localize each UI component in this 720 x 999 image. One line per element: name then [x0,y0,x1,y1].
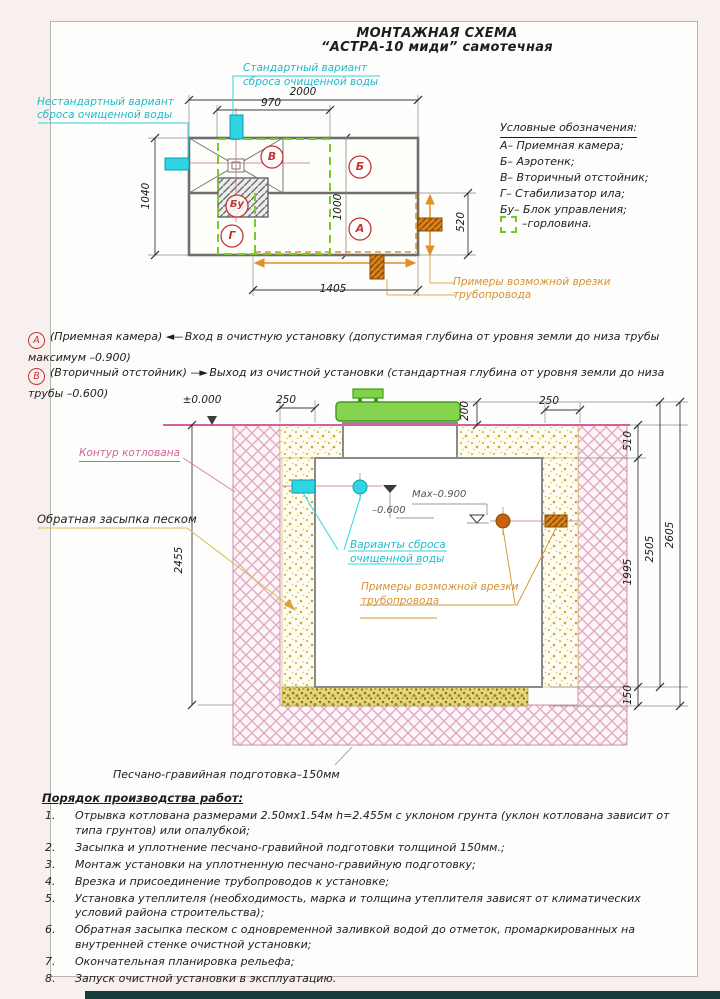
plan-letter-G: Г [228,229,236,242]
label-outlet-variants-2: очищенной воды [350,553,445,565]
label-section-pipe-examples-2: трубопровода [361,595,440,607]
dim-200: 200 [459,400,471,422]
level-std-0600: –0.600 [372,505,406,516]
note-inlet-marker: А [28,332,45,349]
note-inlet-text: Вход в очистную установку (допустимая глубина от уровня земли до низа трубы максимум –0.900) [28,330,660,364]
work-order-item [42,892,690,921]
work-order-list [42,791,690,989]
legend-gorlovina-label: –горловина. [522,217,592,230]
item-number: 6. [45,923,56,936]
dim-1000: 1000 [332,193,344,221]
section-pipe-inlet-circle [496,514,510,528]
level-max-0900: Max–0.900 [412,489,467,500]
dim-250-right: 250 [538,395,560,407]
plan-letter-V: В [267,150,277,163]
dim-250-left: 250 [275,394,297,406]
work-order-item [42,875,690,890]
work-order-item [42,809,690,838]
work-order-item [42,955,690,970]
dim-2605: 2605 [664,521,676,549]
section-pipe-outlet-circle [353,480,367,494]
item-text: Монтаж установки на уплотненную песчано-гравийную подготовку; [75,857,476,871]
label-nonstandard-outlet-1: Нестандартный вариант [37,96,174,108]
label-outlet-variants-1: Варианты сброса [350,539,446,551]
label-section-pipe-examples-1: Примеры возможной врезки [361,581,519,593]
dim-520: 520 [455,211,467,233]
work-order-item [42,858,690,873]
item-number: 4. [45,874,56,888]
legend-item-v: В– Вторичный отстойник; [500,171,649,184]
legend-gorlovina-icon [500,216,517,233]
dim-2505: 2505 [644,535,656,563]
work-order-item [42,923,690,952]
note-inlet [28,328,690,366]
legend-title: Условные обозначения: [500,120,637,138]
section-pipe-outlet-wall [292,480,315,493]
work-order-item [42,841,690,856]
work-order-title: Порядок производства работ: [42,791,244,805]
item-text: Окончательная планировка рельефа; [75,954,295,968]
legend-item-a: А– Приемная камера; [500,139,624,152]
plan-pipe-standard-outlet [230,115,243,139]
section-pipe-inlet-wall [545,515,567,527]
item-text: Установка утеплителя (необходимость, марка и толщина утеплителя зависят от климатических условий района строительства); [75,891,641,919]
label-plan-pipe-examples-1: Примеры возможной врезки [453,276,611,288]
plan-pipe-inlet-bottom [370,255,384,279]
item-text: Запуск очистной установки в эксплуатацию. [75,971,337,985]
plan-letter-B: Б [355,160,365,173]
plan-letter-Bu: Бу [229,199,245,210]
label-plan-pipe-examples-2: трубопровода [453,289,532,301]
label-standard-outlet-1: Стандартный вариант [243,62,368,74]
work-order-item [42,972,690,987]
item-text: Засыпка и уплотнение песчано-гравийной подготовки толщиной 150мм.; [75,840,505,854]
arrow-left-icon: ◄— [165,330,182,343]
dim-1405: 1405 [319,283,347,295]
legend-item-b: Б– Аэротенк; [500,155,575,168]
dim-150: 150 [622,684,634,706]
item-text: Отрывка котлована размерами 2.50мх1.54м h=2.455м с уклоном грунта (уклон котлована зависит от типа грунтов) или опалубкой; [75,809,670,837]
item-number: 8. [45,971,56,985]
section-gravel-prep-layer [282,687,528,706]
label-standard-outlet-2: сброса очищенной воды [243,76,379,88]
label-nonstandard-outlet-2: сброса очищенной воды [37,109,173,121]
level-zero: ±0.000 [182,394,222,406]
drawing-title: МОНТАЖНАЯ СХЕМА [356,26,518,41]
plan-pipe-nonstandard-outlet [165,158,189,170]
legend-item-g: Г– Стабилизатор ила; [500,187,625,200]
item-text: Врезка и присоединение трубопроводов к установке; [75,874,390,888]
section-pink-leader [183,458,235,492]
dim-2000: 2000 [289,86,317,98]
dim-970: 970 [260,97,282,109]
section-unit-neck [343,423,457,458]
item-number: 2. [45,840,56,854]
drawing-subtitle: “АСТРА-10 миди” самотечная [321,40,553,55]
dim-1040: 1040 [140,182,152,210]
item-text: Обратная засыпка песком с одновременной заливкой водой до отметок, промаркированных на внутренней стенке очистной установки; [75,923,635,951]
note-outlet-text: Выход из очистной установки (стандартная глубина от уровня земли до низа трубы –0.600) [28,366,665,400]
plan-letter-A: А [355,222,365,235]
note-inlet-name: (Приемная камера) [50,330,163,343]
label-pit-contour: Контур котлована [79,447,180,462]
label-sand-backfill: Обратная засыпка песком [37,512,197,526]
window-bottom-edge [85,991,720,999]
item-number: 1. [45,809,56,822]
item-number: 7. [45,954,56,968]
note-outlet-name: (Вторичный отстойник) [50,366,187,379]
dim-2455: 2455 [173,546,185,574]
dim-510: 510 [622,430,634,452]
section-green-lid [336,389,460,421]
label-gravel-prep: Песчано-гравийная подготовка–150мм [113,768,340,781]
item-number: 5. [45,891,56,905]
item-number: 3. [45,857,56,871]
arrow-right-icon: —► [190,366,206,379]
plan-pipe-inlet-right [418,218,442,231]
dim-1995: 1995 [622,558,634,586]
note-outlet-marker: В [28,368,45,385]
legend-item-bu: Бу– Блок управления; [500,203,627,216]
